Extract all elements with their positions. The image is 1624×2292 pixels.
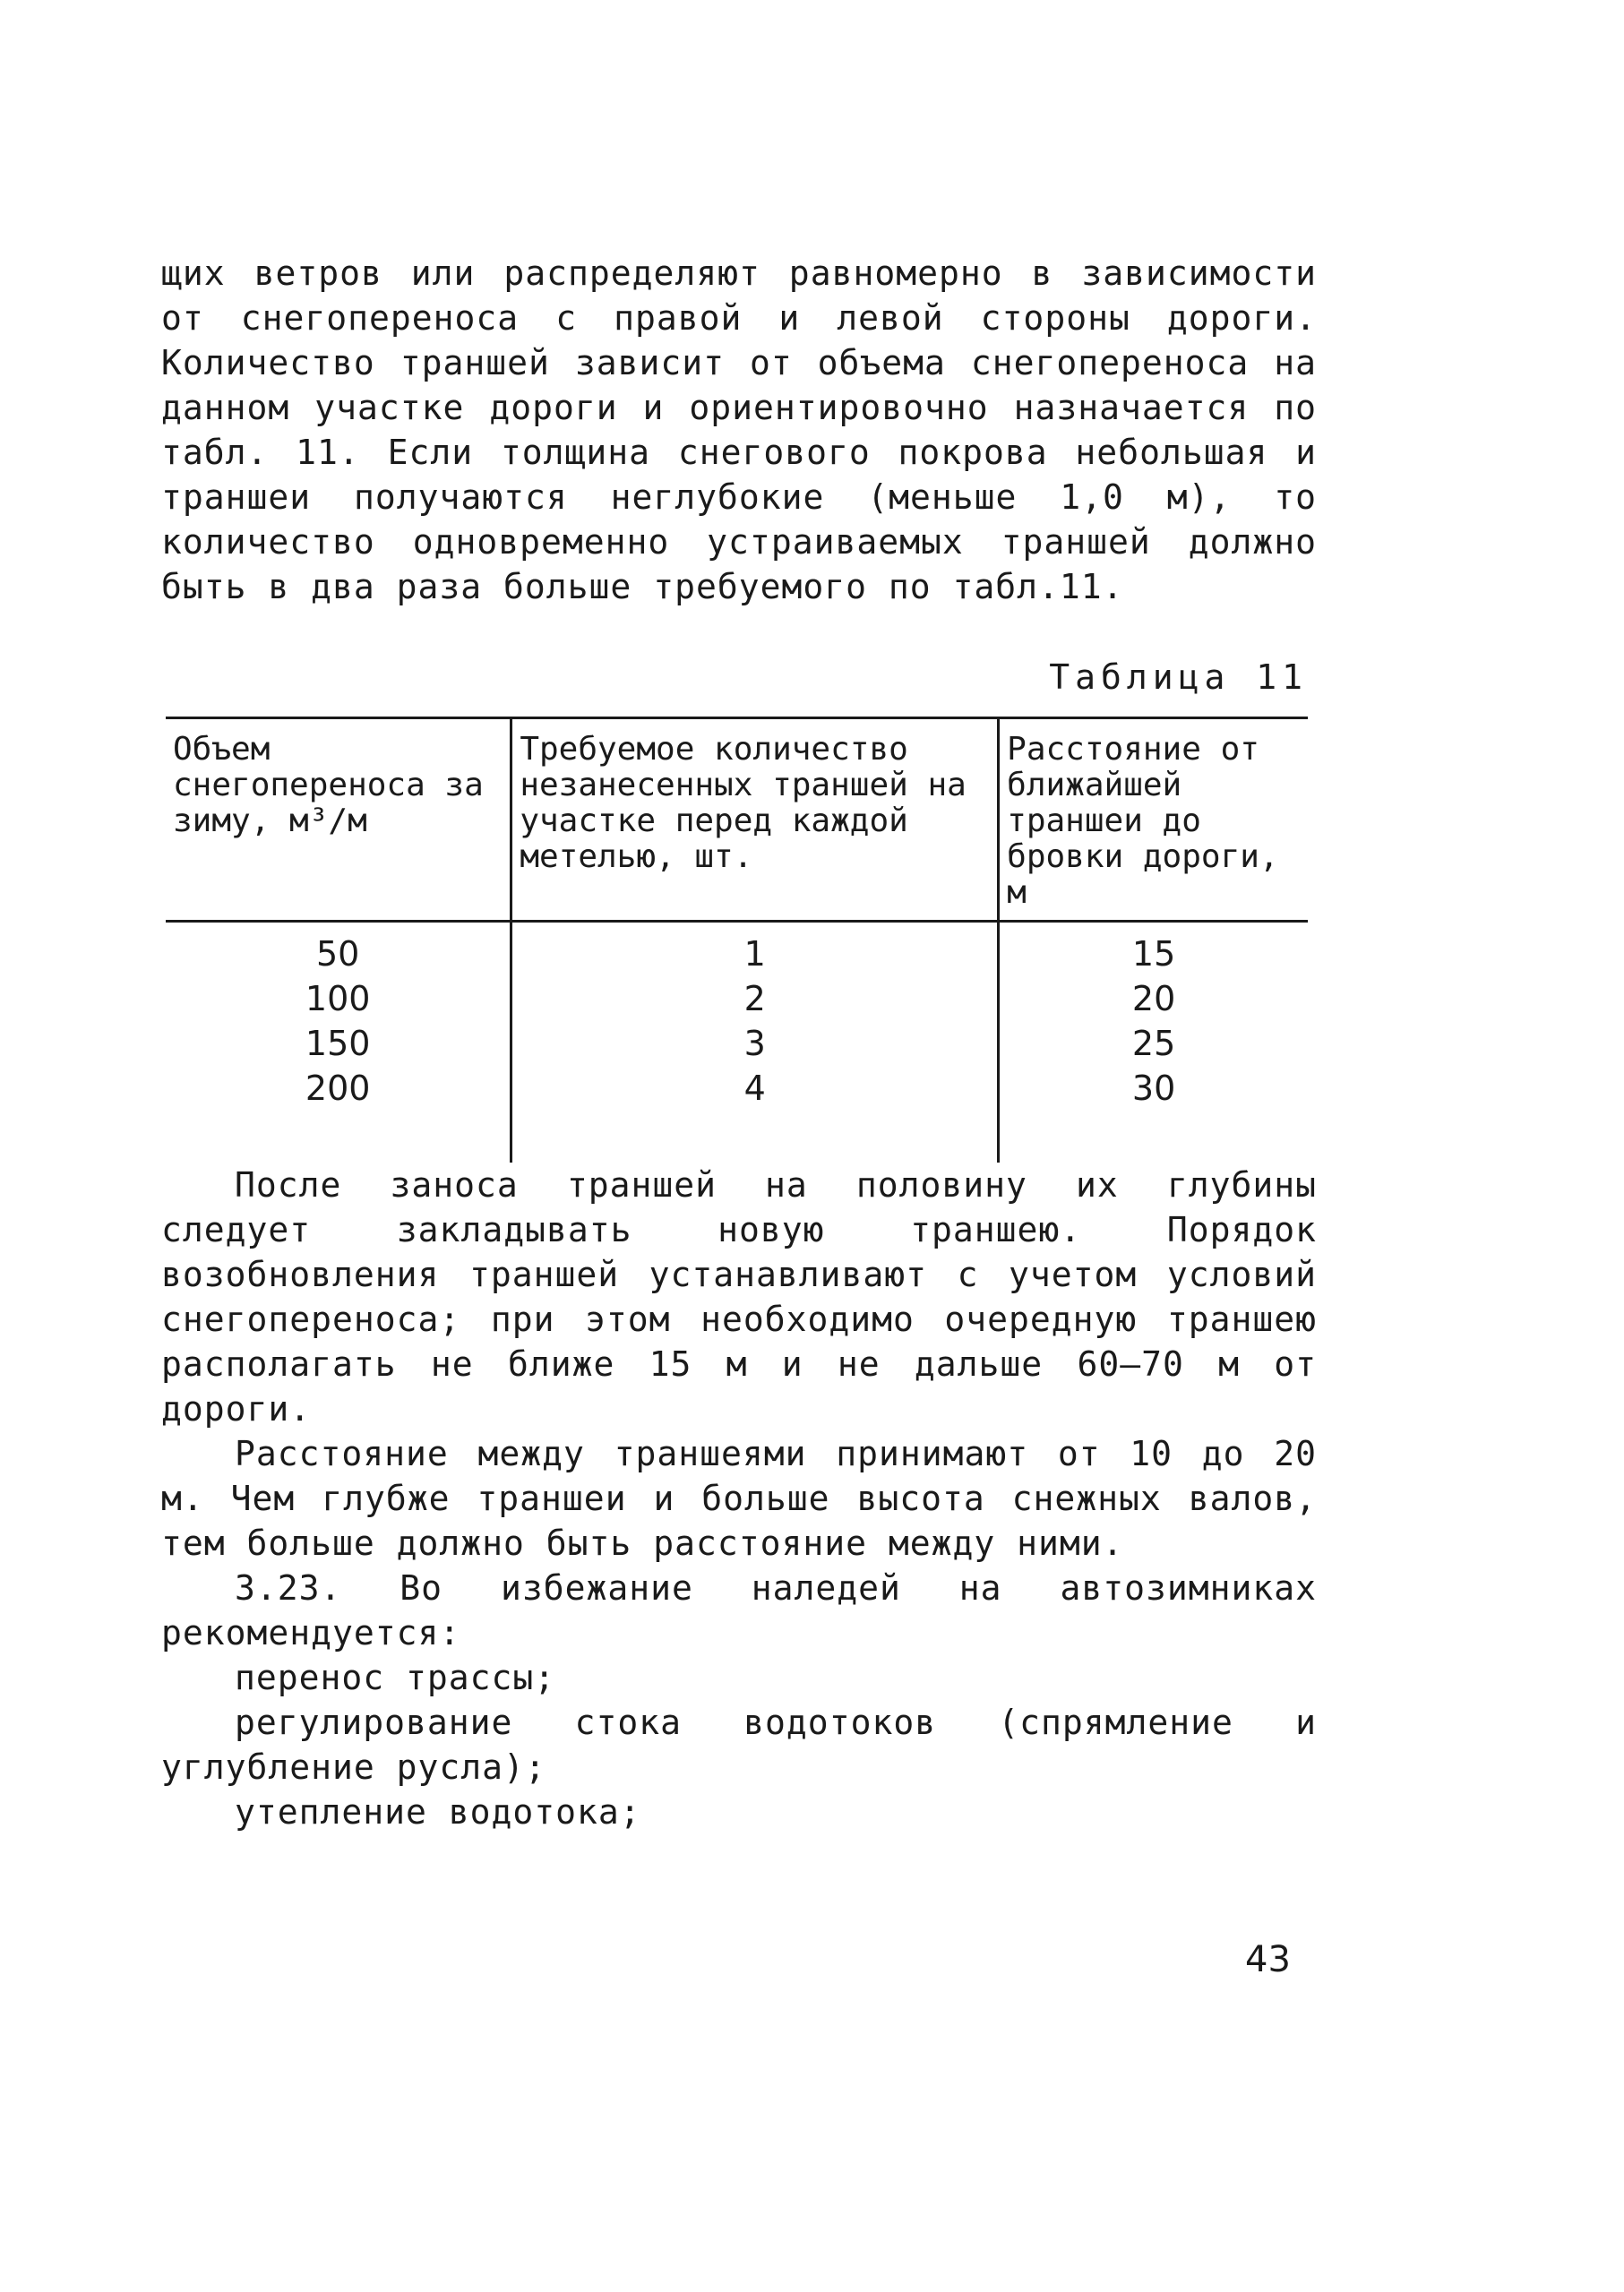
table-row <box>166 1066 1308 1111</box>
table-spacer-row <box>166 1111 1308 1163</box>
cell-empty <box>999 1111 1308 1163</box>
header-trench-count: Требуемое количество незанесенных траншей на участке перед каждой метелью, шт. <box>511 718 999 922</box>
cell-distance: 15 <box>999 922 1308 977</box>
cell-count: 4 <box>511 1066 999 1111</box>
after-table-block <box>161 1163 1338 1834</box>
paragraph-trench-renewal: После заноса траншей на половину их глубины следует закладывать новую траншею. Порядок возобновления траншей устанавливают с учетом условий снегопереноса; при этом необходимо очередную траншею располагать не ближе 15 м и не дальше 60–70 м от дороги. <box>161 1165 1338 1429</box>
cell-volume: 200 <box>305 1069 371 1108</box>
intro-block <box>161 251 1338 609</box>
cell-distance: 25 <box>999 1021 1308 1066</box>
list-item: перенос трассы; <box>235 1658 556 1697</box>
table-header-row <box>166 718 1308 922</box>
cell-volume: 150 <box>305 1024 371 1063</box>
cell-volume: 50 <box>315 934 360 974</box>
table-row <box>166 1021 1308 1066</box>
cell-volume: 100 <box>305 979 371 1018</box>
section-3-23: 3.23. Во избежание наледей на автозимниках рекомендуется: <box>161 1568 1338 1652</box>
page-number: 43 <box>1245 1939 1291 1980</box>
cell-distance: 20 <box>999 976 1308 1021</box>
cell-empty <box>166 1111 511 1163</box>
header-snow-volume: Объем снегопереноса за зиму, м³/м <box>166 718 511 922</box>
table-caption: Таблица 11 <box>1049 657 1308 697</box>
cell-distance: 30 <box>999 1066 1308 1111</box>
snow-trench-table <box>166 717 1308 1163</box>
table-row <box>166 976 1308 1021</box>
intro-paragraph: щих ветров или распределяют равномерно в зависимости от снегопереноса с правой и левой стороны дороги. Количество траншей зависит от объема снегопереноса на данном участке дороги и ориентировочно назначается по табл. 11. Если толщина снегового покрова небольшая и траншеи получаются неглубокие (меньше 1,0 м), то количество одновременно устраиваемых траншей должно быть в два раза больше требуемого по табл.11. <box>161 253 1338 606</box>
header-distance: Расстояние от ближайшей траншеи до бровки дороги, м <box>999 718 1308 922</box>
table-row <box>166 922 1308 977</box>
list-item: регулирование стока водотоков (спрямление и углубление русла); <box>161 1703 1338 1787</box>
cell-empty <box>511 1111 999 1163</box>
list-item: утепление водотока; <box>235 1792 641 1832</box>
paragraph-trench-distance: Расстояние между траншеями принимают от 10 до 20 м. Чем глубже траншеи и больше высота снежных валов, тем больше должно быть расстояние между ними. <box>161 1434 1338 1563</box>
cell-count: 2 <box>511 976 999 1021</box>
cell-count: 1 <box>511 922 999 977</box>
cell-count: 3 <box>511 1021 999 1066</box>
